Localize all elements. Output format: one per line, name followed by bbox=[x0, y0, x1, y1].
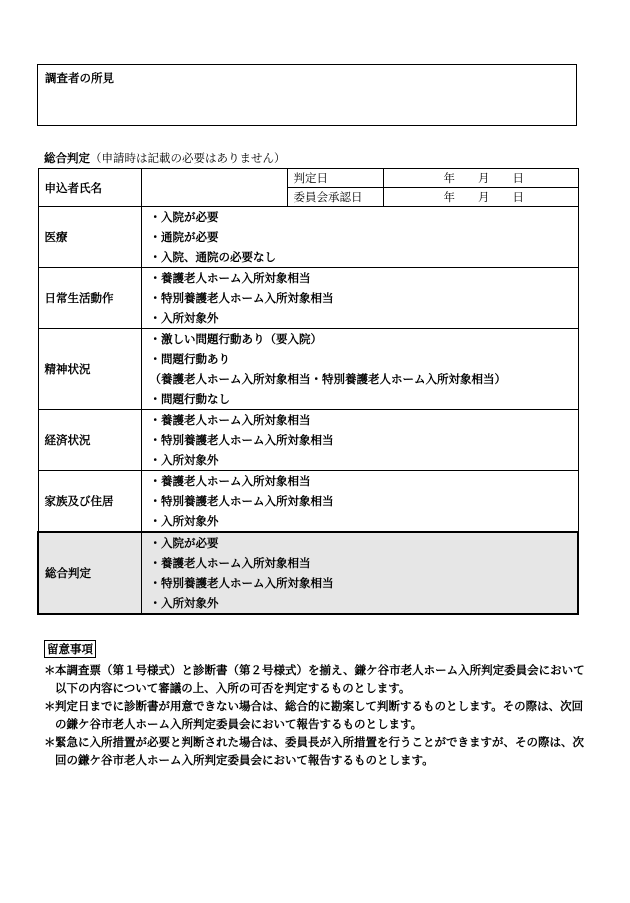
option-item[interactable]: ・養護老人ホーム入所対象相当 bbox=[149, 413, 311, 427]
judgment-table bbox=[37, 168, 579, 615]
options-cell bbox=[141, 410, 578, 471]
option-item[interactable]: ・通院が必要 bbox=[149, 230, 219, 244]
note-item bbox=[44, 661, 594, 697]
options-cell bbox=[141, 532, 578, 614]
option-item[interactable]: ・養護老人ホーム入所対象相当 bbox=[149, 474, 311, 488]
category-label: 総合判定 bbox=[38, 532, 141, 614]
judgment-note: （申請時は記載の必要はありません） bbox=[90, 151, 286, 165]
option-item[interactable]: ・特別養護老人ホーム入所対象相当 bbox=[149, 494, 334, 508]
option-item[interactable]: ・問題行動あり bbox=[149, 352, 230, 366]
option-item[interactable]: ・特別養護老人ホーム入所対象相当 bbox=[149, 433, 334, 447]
applicant-name-field[interactable] bbox=[141, 169, 287, 207]
category-label: 精神状況 bbox=[38, 329, 141, 410]
option-item[interactable]: ・激しい問題行動あり（要入院） bbox=[149, 332, 322, 346]
note-text: 判定日までに診断書が用意できない場合は、総合的に勘案して判断するものとします。その際は、次回の鎌ケ谷市老人ホーム入所判定委員会において報告するものとします。 bbox=[55, 699, 584, 731]
options-cell bbox=[141, 471, 578, 533]
note-text: 緊急に入所措置が必要と判断された場合は、委員長が入所措置を行うことができますが、その際は、次回の鎌ケ谷市老人ホーム入所判定委員会において報告するものとします。 bbox=[55, 735, 584, 767]
option-item[interactable]: ・入院、通院の必要なし bbox=[149, 250, 276, 264]
category-label: 日常生活動作 bbox=[38, 268, 141, 329]
judgment-date-field[interactable]: 年 月 日 bbox=[383, 169, 578, 188]
findings-label: 調査者の所見 bbox=[45, 71, 114, 85]
judgment-date-label: 判定日 bbox=[287, 169, 383, 188]
option-item[interactable]: ・養護老人ホーム入所対象相当 bbox=[149, 556, 311, 570]
category-label: 家族及び住居 bbox=[38, 471, 141, 533]
applicant-name-label: 申込者氏名 bbox=[38, 169, 141, 207]
asterisk-icon: ＊ bbox=[44, 699, 56, 713]
option-item[interactable]: ・入所対象外 bbox=[149, 596, 219, 610]
approval-date-field[interactable]: 年 月 日 bbox=[383, 188, 578, 207]
row-overall-judgment bbox=[38, 532, 578, 614]
option-item[interactable]: ・入所対象外 bbox=[149, 453, 219, 467]
option-item[interactable]: ・入所対象外 bbox=[149, 514, 219, 528]
asterisk-icon: ＊ bbox=[44, 663, 56, 677]
row-mental bbox=[38, 329, 578, 410]
findings-box[interactable] bbox=[37, 64, 577, 126]
row-family-housing bbox=[38, 471, 578, 533]
note-text: 本調査票（第１号様式）と診断書（第２号様式）を揃え、鎌ケ谷市老人ホーム入所判定委員会において以下の内容について審議の上、入所の可否を判定するものとします。 bbox=[55, 663, 585, 695]
note-item bbox=[44, 697, 594, 733]
notes-section bbox=[44, 640, 594, 769]
row-daily-living bbox=[38, 268, 578, 329]
note-item bbox=[44, 733, 594, 769]
option-item[interactable]: ・入院が必要 bbox=[149, 210, 219, 224]
asterisk-icon: ＊ bbox=[44, 735, 56, 749]
approval-date-label: 委員会承認日 bbox=[287, 188, 383, 207]
options-cell bbox=[141, 207, 578, 268]
options-cell bbox=[141, 268, 578, 329]
option-item[interactable]: ・特別養護老人ホーム入所対象相当 bbox=[149, 576, 334, 590]
option-item[interactable]: ・入所対象外 bbox=[149, 311, 219, 325]
options-cell bbox=[141, 329, 578, 410]
option-subnote: （養護老人ホーム入所対象相当・特別養護老人ホーム入所対象相当） bbox=[149, 372, 506, 386]
option-item[interactable]: ・入院が必要 bbox=[149, 536, 219, 550]
judgment-heading bbox=[44, 150, 286, 166]
notes-heading: 留意事項 bbox=[44, 640, 96, 658]
category-label: 医療 bbox=[38, 207, 141, 268]
row-medical bbox=[38, 207, 578, 268]
option-item[interactable]: ・養護老人ホーム入所対象相当 bbox=[149, 271, 311, 285]
option-item[interactable]: ・問題行動なし bbox=[149, 392, 230, 406]
option-item[interactable]: ・特別養護老人ホーム入所対象相当 bbox=[149, 291, 334, 305]
judgment-title: 総合判定 bbox=[44, 151, 90, 165]
row-economic bbox=[38, 410, 578, 471]
category-label: 経済状況 bbox=[38, 410, 141, 471]
